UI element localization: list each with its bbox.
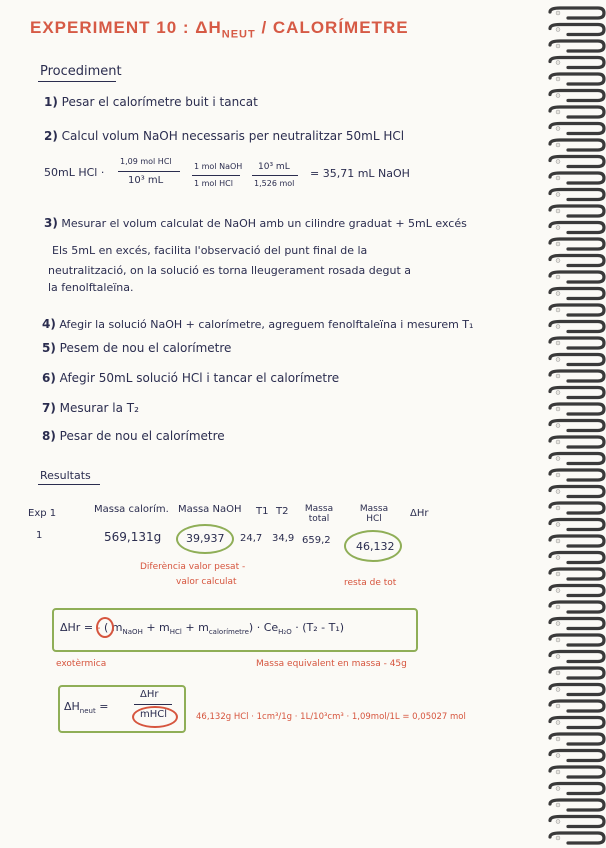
calc-f1-num: 1,09 mol HCl [120,157,172,166]
spiral-binding [546,0,606,848]
punch-hole [556,259,560,263]
punch-hole [556,226,560,230]
punch-hole [556,506,560,510]
table-cell: 1 [36,530,43,541]
punch-hole [556,143,560,147]
punch-hole [556,374,560,378]
table-cell: 39,937 [186,532,225,545]
annotation: valor calculat [176,577,237,587]
punch-hole [556,572,560,576]
calc-f1-den: 10³ mL [128,175,164,186]
note-line: Els 5mL en excés, facilita l'observació del punt final de la [52,244,368,257]
punch-hole [556,490,560,494]
note-line: neutralització, on la solució es torna lleugerament rosada degut a [48,264,412,277]
col-header: T1 [256,506,269,517]
punch-hole [556,721,560,725]
col-header: Massa total [304,504,334,524]
punch-hole [556,638,560,642]
col-header: T2 [276,506,289,517]
calc-frac-line [192,175,240,176]
punch-hole [556,11,560,15]
punch-hole [556,176,560,180]
calc-result: = 35,71 mL NaOH [310,167,410,180]
procediment-heading: Procediment [40,64,122,79]
highlight-circle [96,617,114,638]
highlight-circle [132,706,178,728]
step-3: 3) Mesurar el volum calculat de NaOH amb un cilindre graduat + 5mL excés [44,216,467,230]
punch-hole [556,704,560,708]
punch-hole [556,127,560,131]
punch-hole [556,358,560,362]
formula-2-calc: 46,132g HCl · 1cm³/1g · 1L/10³cm³ · 1,09mol/1L = 0,05027 mol [196,712,466,722]
punch-hole [556,457,560,461]
punch-hole [556,292,560,296]
step-8: 8) Pesar de nou el calorímetre [42,429,225,443]
col-header: Massa calorím. [94,504,169,515]
step-1: 1) Pesar el calorímetre buit i tancat [44,95,258,109]
punch-hole [556,688,560,692]
table-cell: 24,7 [240,533,263,544]
annotation: exotèrmica [56,659,107,669]
calc-lhs: 50mL HCl · [44,166,105,179]
calc-f3-den: 1,526 mol [254,179,295,188]
punch-hole [556,523,560,527]
punch-hole [556,622,560,626]
step-4: 4) Afegir la solució NaOH + calorímetre, agreguem fenolftaleïna i mesurem T₁ [42,317,474,331]
punch-hole [556,407,560,411]
punch-hole [556,391,560,395]
calc-f3-num: 10³ mL [258,162,290,172]
annotation: resta de tot [344,578,397,588]
punch-hole [556,770,560,774]
col-header: ΔHr [410,508,429,519]
formula-2-den: mHCl [140,709,168,720]
calc-frac-line [118,171,180,172]
punch-hole [556,341,560,345]
note-line: la fenolftaleïna. [48,281,134,294]
punch-hole [556,308,560,312]
highlight-circle [344,530,402,562]
col-header: Exp 1 [28,508,57,519]
col-header: Massa HCl [359,504,389,524]
punch-hole [556,193,560,197]
highlight-circle [176,524,234,554]
punch-hole [556,803,560,807]
punch-hole [556,209,560,213]
table-cell: 569,131g [104,530,162,544]
punch-hole [556,325,560,329]
frac-line [134,704,172,705]
punch-hole [556,242,560,246]
punch-hole [556,605,560,609]
punch-hole [556,61,560,65]
punch-hole [556,77,560,81]
punch-hole [556,754,560,758]
punch-hole [556,44,560,48]
heading-underline [38,484,100,485]
calc-f2-num: 1 mol NaOH [194,162,243,171]
col-header: Massa NaOH [178,504,242,515]
punch-hole [556,110,560,114]
punch-hole [556,589,560,593]
table-cell: 34,9 [272,533,295,544]
punch-hole [556,473,560,477]
punch-hole [556,836,560,840]
formula-2-lhs: $\Delta H_{neut}$ = [64,700,109,716]
table-cell: 46,132 [356,540,395,553]
formula-2-num: ΔHr [140,689,159,700]
calc-frac-line [252,175,298,176]
punch-hole [556,737,560,741]
punch-hole [556,160,560,164]
punch-hole [556,539,560,543]
annotation: Massa equivalent en massa - 45g [256,659,407,669]
punch-hole [556,275,560,279]
punch-hole [556,94,560,98]
page-title: EXPERIMENT 10 : $\Delta H_{NEUT}$ / CALORÍMETRE [30,18,409,41]
calc-f2-den: 1 mol HCl [194,179,233,188]
resultats-heading: Resultats [40,469,91,482]
step-7: 7) Mesurar la T₂ [42,401,139,415]
step-5: 5) Pesem de nou el calorímetre [42,341,232,355]
table-cell: 659,2 [302,535,331,546]
formula-1: ΔHr = - ( $m_{NaOH} + m_{HCl} + m_{calorímetre}) \cdot Ce_{H_2O} \cdot (T_2 - T_1)$ [60,621,345,637]
punch-hole [556,440,560,444]
punch-hole [556,424,560,428]
punch-hole [556,556,560,560]
annotation: Diferència valor pesat - [140,562,246,572]
step-6: 6) Afegir 50mL solució HCl i tancar el calorímetre [42,371,340,385]
step-2: 2) Calcul volum NaOH necessaris per neutralitzar 50mL HCl [44,129,405,143]
punch-hole [556,655,560,659]
punch-hole [556,820,560,824]
punch-hole [556,671,560,675]
punch-hole [556,28,560,32]
heading-underline [38,81,116,82]
punch-hole [556,787,560,791]
